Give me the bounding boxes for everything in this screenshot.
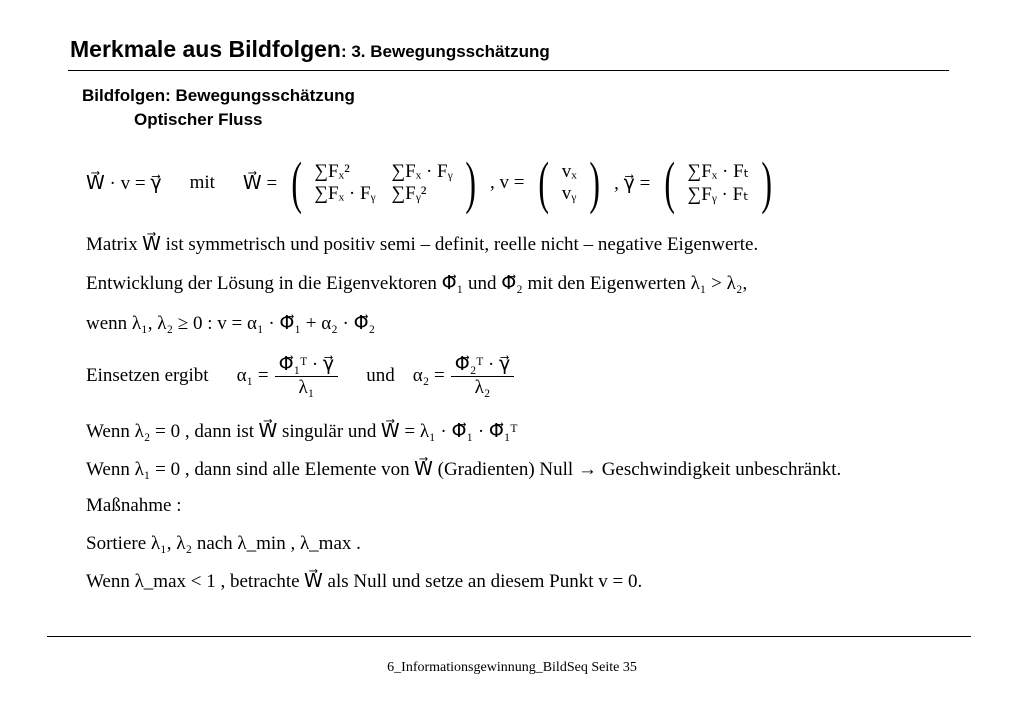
line4-text: Einsetzen ergibt xyxy=(86,365,209,386)
page-title xyxy=(70,36,550,63)
matrix-w xyxy=(287,150,480,215)
alpha1-lhs: α₁ = xyxy=(236,365,269,386)
g1: ∑Fₓ · Fₜ xyxy=(687,161,750,182)
text-line-4 xyxy=(86,344,514,408)
footer-divider xyxy=(47,636,971,637)
m11: ∑Fₓ² xyxy=(314,161,350,182)
alpha1-numerator: Φ⃗₁ᵀ · γ⃗ xyxy=(275,353,339,377)
paren-left: ( xyxy=(664,150,676,215)
eq-mit: mit xyxy=(189,172,215,193)
text-line-3: wenn λ₁, λ₂ ≥ 0 : v = α₁ · Φ⃗₁ + α₂ · Φ⃗₂ xyxy=(86,313,376,334)
text-line-6: Wenn λ₁ = 0 , dann sind alle Elemente von W⃗ (Gradienten) Null → Geschwindigkeit unbeschränkt. xyxy=(86,459,842,480)
alpha2-denominator: λ₂ xyxy=(474,377,491,398)
paren-left: ( xyxy=(291,150,303,215)
text-line-7: Maßnahme : xyxy=(86,495,182,516)
alpha2-lhs: α₂ = xyxy=(412,365,445,386)
heading-line-2: Optischer Fluss xyxy=(134,110,263,129)
title-main: Merkmale aus Bildfolgen xyxy=(70,36,341,62)
paren-right: ) xyxy=(761,150,773,215)
text-line-1: Matrix W⃗ ist symmetrisch und positiv semi – definit, reelle nicht – negative Eigenwerte. xyxy=(86,234,759,255)
g2: ∑Fᵧ · Fₜ xyxy=(687,184,749,205)
eq-main-lhs: W⃗ · v = γ⃗ xyxy=(86,172,162,194)
heading-line-1: Bildfolgen: Bewegungsschätzung xyxy=(82,86,355,105)
text-line-5: Wenn λ₂ = 0 , dann ist W⃗ singulär und W⃗ = λ₁ · Φ⃗₁ · Φ⃗₁ᵀ xyxy=(86,421,518,442)
m21: ∑Fₓ · Fᵧ xyxy=(314,183,376,204)
alpha1-fraction xyxy=(275,353,339,399)
main-equation xyxy=(86,146,777,220)
text-line-8: Sortiere λ₁, λ₂ nach λ_min , λ_max . xyxy=(86,533,361,554)
alpha1-denominator: λ₁ xyxy=(298,377,315,398)
text-line-9: Wenn λ_max < 1 , betrachte W⃗ als Null und setze an diesem Punkt v = 0. xyxy=(86,571,643,592)
v1: vₓ xyxy=(561,161,577,182)
paren-right: ) xyxy=(464,150,476,215)
eq-gamma-label: , γ⃗ = xyxy=(614,172,651,194)
text-line-2: Entwicklung der Lösung in die Eigenvektoren Φ⃗₁ und Φ⃗₂ mit den Eigenwerten λ₁ > λ₂, xyxy=(86,273,748,294)
alpha2-numerator: Φ⃗₂ᵀ · γ⃗ xyxy=(451,353,515,377)
vector-v xyxy=(534,150,604,215)
eq-v-label: , v = xyxy=(489,172,525,193)
eq-w-label: W⃗ = xyxy=(242,172,278,194)
section-heading xyxy=(82,84,355,132)
title-sub: : 3. Bewegungsschätzung xyxy=(340,42,550,61)
m22: ∑Fᵧ² xyxy=(391,183,427,204)
title-divider xyxy=(68,70,949,71)
paren-left: ( xyxy=(538,150,550,215)
v2: vᵧ xyxy=(561,183,577,204)
alpha2-fraction xyxy=(451,353,515,399)
vector-gamma xyxy=(660,150,776,215)
und-label: und xyxy=(366,365,395,386)
page-footer: 6_Informationsgewinnung_BildSeq Seite 35 xyxy=(387,660,637,675)
paren-right: ) xyxy=(589,150,600,215)
m12: ∑Fₓ · Fᵧ xyxy=(391,161,453,182)
